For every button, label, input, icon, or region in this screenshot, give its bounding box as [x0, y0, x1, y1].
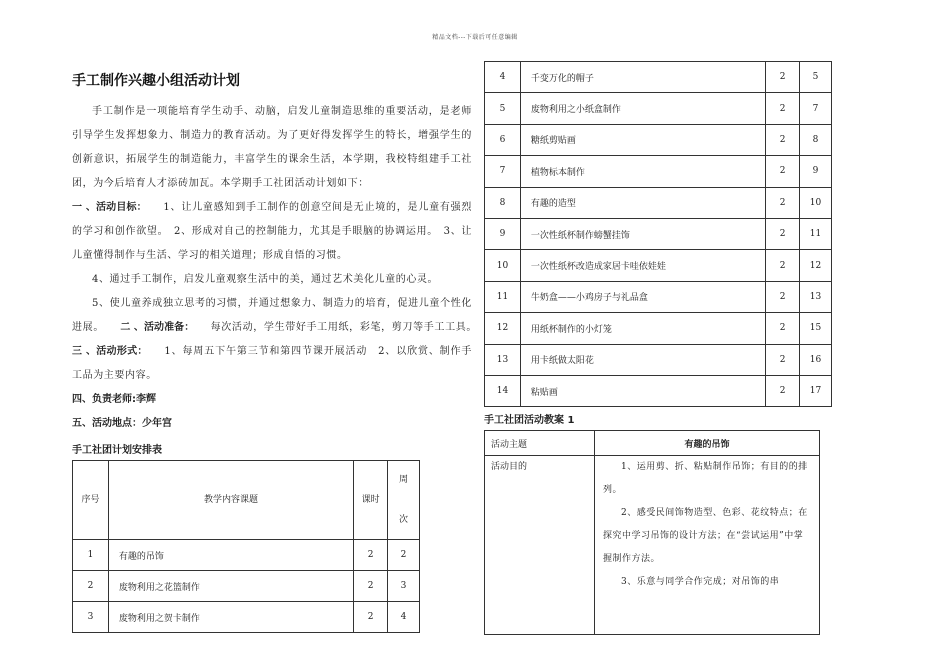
row-week: 4 — [388, 602, 420, 633]
row-hours: 2 — [766, 156, 800, 187]
table-row — [485, 124, 832, 155]
goal-5 — [72, 292, 472, 388]
row-no: 4 — [485, 62, 521, 93]
row-no: 13 — [485, 344, 521, 375]
row-topic: 用卡纸做太阳花 — [520, 344, 765, 375]
lesson-title: 手工社团活动教案 1 — [484, 415, 575, 426]
row-week: 11 — [800, 218, 832, 249]
table-row — [485, 62, 832, 93]
goal-4: 4、通过手工制作，启发儿童观察生活中的美，通过艺术美化儿童的心灵。 — [92, 274, 439, 285]
schedule-table-right — [484, 61, 832, 407]
section-prep-label: 二 、活动准备： — [120, 322, 190, 333]
lesson-topic-row — [485, 431, 820, 456]
row-hours: 2 — [766, 281, 800, 312]
section-goals-text: 1、让儿童感知到手工制作的创意空间是无止境的，是儿童有强烈的学习和创作欲望。 2、形成对自己的控制能力，尤其是手眼脑的协调运用。 3、让儿童懂得制作与生活、学习的相关道理；形成自悟的习惯。 — [72, 202, 473, 261]
table-row — [485, 313, 832, 344]
lesson-topic-label: 活动主题 — [485, 431, 595, 456]
row-week: 8 — [800, 124, 832, 155]
intro-paragraph: 手工制作是一项能培育学生动手、动脑，启发儿童制造思维的重要活动，是老师引导学生发挥想象力、制造力的教育活动。为了更好得发挥学生的特长，增强学生的创新意识，拓展学生的制造能力，丰富学生的课余生活，本学期，我校特组建手工社团，为今后培育人才添砖加瓦。本学期手工社团活动计划如下： — [72, 106, 472, 189]
row-topic: 粘贴画 — [520, 375, 765, 406]
row-no: 11 — [485, 281, 521, 312]
row-no: 3 — [73, 602, 109, 633]
row-no: 5 — [485, 93, 521, 124]
header-topic: 教学内容课题 — [108, 461, 353, 540]
row-hours: 2 — [766, 93, 800, 124]
section-form-label: 三 、活动形式： — [72, 346, 143, 357]
activity-plan — [72, 70, 472, 436]
table-row — [485, 375, 832, 406]
row-topic: 用纸杯制作的小灯笼 — [520, 313, 765, 344]
section-prep-text: 每次活动，学生带好手工用纸，彩笔，剪刀等手工工具。 — [210, 322, 473, 333]
table-row — [73, 571, 420, 602]
lesson-goal-line: 3、乐意与同学合作完成；对吊饰的串 — [621, 577, 780, 587]
table-row — [485, 281, 832, 312]
lesson-plan-table — [484, 430, 820, 635]
row-topic: 植物标本制作 — [520, 156, 765, 187]
table-row — [485, 250, 832, 281]
row-hours: 2 — [766, 313, 800, 344]
row-week: 2 — [388, 540, 420, 571]
row-week: 13 — [800, 281, 832, 312]
row-topic: 糖纸剪贴画 — [520, 124, 765, 155]
lesson-goal-lines — [603, 456, 811, 634]
section-location: 五、活动地点：少年宫 — [72, 418, 172, 429]
row-no: 8 — [485, 187, 521, 218]
row-hours: 2 — [354, 571, 388, 602]
table-row — [485, 93, 832, 124]
lesson-goal-content — [595, 456, 820, 635]
header-week-top: 周 — [399, 475, 409, 485]
row-hours: 2 — [766, 187, 800, 218]
row-hours: 2 — [354, 540, 388, 571]
table-row — [485, 156, 832, 187]
schedule-title: 手工社团计划安排表 — [72, 445, 162, 456]
lesson-goal-label-text: 活动目的 — [491, 462, 528, 472]
row-no: 2 — [73, 571, 109, 602]
row-topic: 有趣的吊饰 — [108, 540, 353, 571]
row-topic: 牛奶盒——小鸡房子与礼品盒 — [520, 281, 765, 312]
row-hours: 2 — [766, 218, 800, 249]
table-row — [485, 218, 832, 249]
row-week: 10 — [800, 187, 832, 218]
row-topic: 废物利用之贺卡制作 — [108, 602, 353, 633]
row-hours: 2 — [766, 62, 800, 93]
row-no: 9 — [485, 218, 521, 249]
section-form-text: 1、每周五下午第三节和第四节课开展活动 2、以欣赏、制作手工品为主要内容。 — [72, 346, 473, 381]
lesson-goal-line: 2、感受民间饰物造型、色彩、花纹特点；在探究中学习吊饰的设计方法；在“尝试运用”中掌握制作方法。 — [603, 508, 808, 564]
table-row — [73, 540, 420, 571]
row-week: 16 — [800, 344, 832, 375]
table-row — [485, 344, 832, 375]
row-topic: 有趣的造型 — [520, 187, 765, 218]
row-hours: 2 — [766, 250, 800, 281]
row-week: 7 — [800, 93, 832, 124]
lesson-goal-line: 1、运用剪、折、粘贴制作吊饰；有目的的排列。 — [603, 462, 808, 495]
schedule-header-row — [73, 461, 420, 540]
goal-5-text: 5、使儿童养成独立思考的习惯，并通过想象力、制造力的培育，促进儿童个性化进展。 — [72, 298, 472, 333]
section-teacher: 四、负责老师:李辉 — [72, 394, 156, 405]
row-topic: 废物利用之花篮制作 — [108, 571, 353, 602]
row-week: 5 — [800, 62, 832, 93]
schedule-table-left — [72, 460, 420, 633]
row-hours: 2 — [766, 344, 800, 375]
row-hours: 2 — [354, 602, 388, 633]
row-no: 14 — [485, 375, 521, 406]
lesson-goal-row — [485, 456, 820, 635]
row-no: 1 — [73, 540, 109, 571]
row-hours: 2 — [766, 375, 800, 406]
row-week: 12 — [800, 250, 832, 281]
row-topic: 千变万化的帽子 — [520, 62, 765, 93]
table-row — [73, 602, 420, 633]
section-goals-label: 一 、活动目标： — [72, 202, 142, 213]
page-title: 手工制作兴趣小组活动计划 — [72, 73, 240, 89]
row-week: 17 — [800, 375, 832, 406]
header-week-bottom: 次 — [399, 515, 409, 525]
header-note: 精品文档---下载后可任意编辑 — [432, 34, 518, 41]
row-no: 10 — [485, 250, 521, 281]
lesson-goal-label — [485, 456, 595, 635]
header-hours: 课时 — [354, 461, 388, 540]
header-no: 序号 — [73, 461, 109, 540]
row-week: 15 — [800, 313, 832, 344]
row-hours: 2 — [766, 124, 800, 155]
table-row — [485, 187, 832, 218]
row-no: 6 — [485, 124, 521, 155]
row-topic: 一次性纸杯改造成家居卡哇依娃娃 — [520, 250, 765, 281]
row-no: 12 — [485, 313, 521, 344]
row-week: 9 — [800, 156, 832, 187]
row-week: 3 — [388, 571, 420, 602]
row-no: 7 — [485, 156, 521, 187]
row-topic: 废物利用之小纸盒制作 — [520, 93, 765, 124]
section-goals — [72, 196, 472, 268]
header-week — [388, 461, 420, 540]
row-topic: 一次性纸杯制作螃蟹挂饰 — [520, 218, 765, 249]
lesson-topic-value: 有趣的吊饰 — [595, 431, 820, 456]
